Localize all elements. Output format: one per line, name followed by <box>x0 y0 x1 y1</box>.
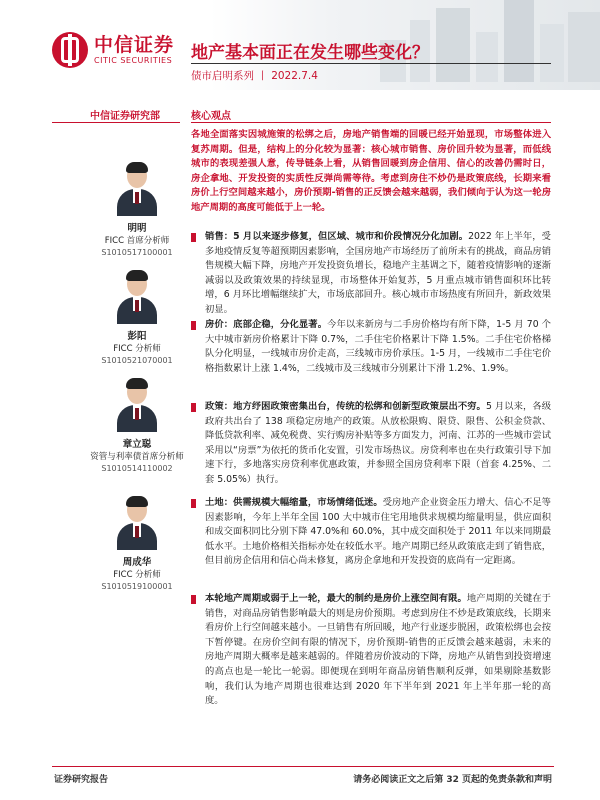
footer-disclaimer: 请务必阅读正文之后第 32 页起的免责条款和声明 <box>353 775 552 785</box>
analyst-name: 彭阳 <box>127 331 147 342</box>
citic-logo-icon <box>52 32 88 68</box>
bullet-body: 今年以来新房与二手房价格均有所下降，1-5 月 70 个大中城市新房价格累计下降 0.7%，二手住宅价格累计下降 1.5%。二手住宅价格梯队分化明显，一线城市房价走高，三线城市房价承压。1-5 月，一线城市二手住宅价格指数累计上涨 1.4%，二线城市及三线城市分别累计下滑 1.2%、1.9%。 <box>205 319 551 374</box>
analyst-avatar <box>114 376 160 432</box>
bullet-marker <box>191 321 196 330</box>
report-subtitle <box>191 68 318 83</box>
report-date: 2022.7.4 <box>271 70 318 82</box>
analyst-name: 明明 <box>127 223 147 234</box>
analyst-card <box>82 376 192 475</box>
analyst-avatar <box>114 494 160 550</box>
analyst-role: FICC 分析师 <box>113 570 161 580</box>
analyst-role: FICC 首席分析师 <box>104 236 170 246</box>
title-rule <box>191 63 551 64</box>
bullet-body: 地产周期的关键在于销售，对商品房销售影响最大的则是房价预期。考虑到房住不炒是政策底线，长期来看房价上行空间越来越小。一旦销售有所回暖，地产行业逐步脱困，政策松绑也会按下暂停键。在房价空间有限的情况下，房价预期-销售的正反馈会越来越弱，未来的房地产周期大概率是越来越弱的。伴随着房价波动的下降，房地产从销售到投资增速的高点也是一轮比一轮弱。即便现在到明年商品房销售顺利反弹，如果剔除基数影响，我们认为地产周期也很难达到 2020 年下半年到 2021 年上半年那一轮的高度。 <box>205 593 551 707</box>
core-view-heading: 核心观点 <box>191 111 231 122</box>
report-title: 地产基本面正在发生哪些变化？ <box>191 43 429 63</box>
analyst-role: 资管与利率债首席分析师 <box>90 452 184 462</box>
analyst-card <box>82 494 192 593</box>
logo-en-text: CITIC SECURITIES <box>94 56 173 65</box>
analyst-name: 章立聪 <box>122 439 152 450</box>
bullet-cycle <box>191 592 551 709</box>
bullet-lead: 销售：5 月以来逐步修复，但区域、城市和价段情况分化加剧。 <box>205 231 469 242</box>
bullet-lead: 政策：地方纾困政策密集出台，传统的松绑和创新型政策层出不穷。 <box>205 401 486 412</box>
bullet-body: 2022 年上半年，受多地疫情反复等超预期因素影响，全国房地产市场经历了前所未有的挑战，商品房销售规模大幅下降，房地产开发投资负增长，稳地产主基调之下，随着疫情影响的逐渐减弱以及政策效果的持续显现，市场整体开始复苏，5 月重点城市销售面积环比转增，6 月环比增幅继续扩大，市场底部回升。核心城市市场热度有所回升，新政效果初显。 <box>205 231 551 315</box>
analyst-role: FICC 分析师 <box>113 344 161 354</box>
analyst-license: S1010517100001 <box>101 248 173 257</box>
bullet-policy <box>191 400 551 488</box>
analyst-avatar <box>114 268 160 324</box>
bullet-prices <box>191 318 551 376</box>
analyst-avatar <box>114 160 160 216</box>
analyst-license: S1010514110002 <box>101 464 173 473</box>
footer-rule <box>52 766 554 767</box>
logo-cn-text: 中信证券 <box>94 34 175 56</box>
research-dept-heading: 中信证券研究部 <box>90 111 160 122</box>
right-section-rule <box>191 122 551 123</box>
bullet-marker <box>191 595 196 604</box>
bullet-lead: 土地：供需规模大幅缩量，市场情绪低迷。 <box>205 497 383 508</box>
analyst-card <box>82 160 192 259</box>
bullet-marker <box>191 233 196 242</box>
bullet-body: 受房地产企业资金压力增大、信心不足等因素影响，今年上半年全国 100 大中城市住宅用地供求规模均缩量明显，供应面积和成交面积同比分别下降 47.0%和 60.0%，其中成交面积处于 2011 年以来同期最低水平。土地价格相关指标亦处在较低水平。地产周期已经从政策底走到了销售底，但目前房企信用和信心尚未修复，离房企拿地和开发投资的底尚有一定距离。 <box>205 497 551 567</box>
bullet-marker <box>191 499 196 508</box>
analyst-license: S1010519100001 <box>101 582 173 591</box>
core-view-text: 各地全面落实因城施策的松绑之后，房地产销售端的回暖已经开始显现，市场整体进入复苏周期。但是，结构上的分化较为显著：核心城市销售、房价回升较为显著，而低线城市的表现差强人意，传导链条上看，从销售回暖到房企信用、信心的改善仍需时日，房企拿地、开发投资的实质性反弹尚需等待。考虑到房住不炒仍是政策底线，长期来看房价上行空间越来越小，房价预期-销售的正反馈会越来越弱，我们倾向于认为这一轮房地产周期的高度可能低于上一轮。 <box>191 129 551 213</box>
subtitle-separator: 丨 <box>257 70 268 82</box>
footer-report-type: 证券研究报告 <box>54 775 109 785</box>
citic-logo <box>52 32 174 68</box>
series-name: 债市启明系列 <box>191 70 254 82</box>
bullet-marker <box>191 403 196 412</box>
bullet-sales <box>191 230 551 318</box>
analyst-name: 周成华 <box>122 557 152 568</box>
analyst-license: S1010521070001 <box>101 356 173 365</box>
bullet-lead: 房价：底部企稳，分化显著。 <box>205 319 328 330</box>
analyst-card <box>82 268 192 367</box>
bullet-body: 5 月以来，各级政府共出台了 138 项稳定房地产的政策。从放松限购、限贷、限售、公积金贷款、降低贷款利率、减免税费、实行购房补贴等多方面发力，河南、江苏的一些城市尝试采用以“房票”为依托的货币化安置，引发市场热议。房贷利率也在央行政策引导下加速下行，多地落实房贷利率优惠政策，并参照全国房贷利率下限（首套 4.25%、二套 5.05%）执行。 <box>205 401 551 485</box>
left-section-rule <box>52 122 180 123</box>
bullet-lead: 本轮地产周期或弱于上一轮，最大的制约是房价上涨空间有限。 <box>205 593 467 604</box>
bullet-land <box>191 496 551 569</box>
